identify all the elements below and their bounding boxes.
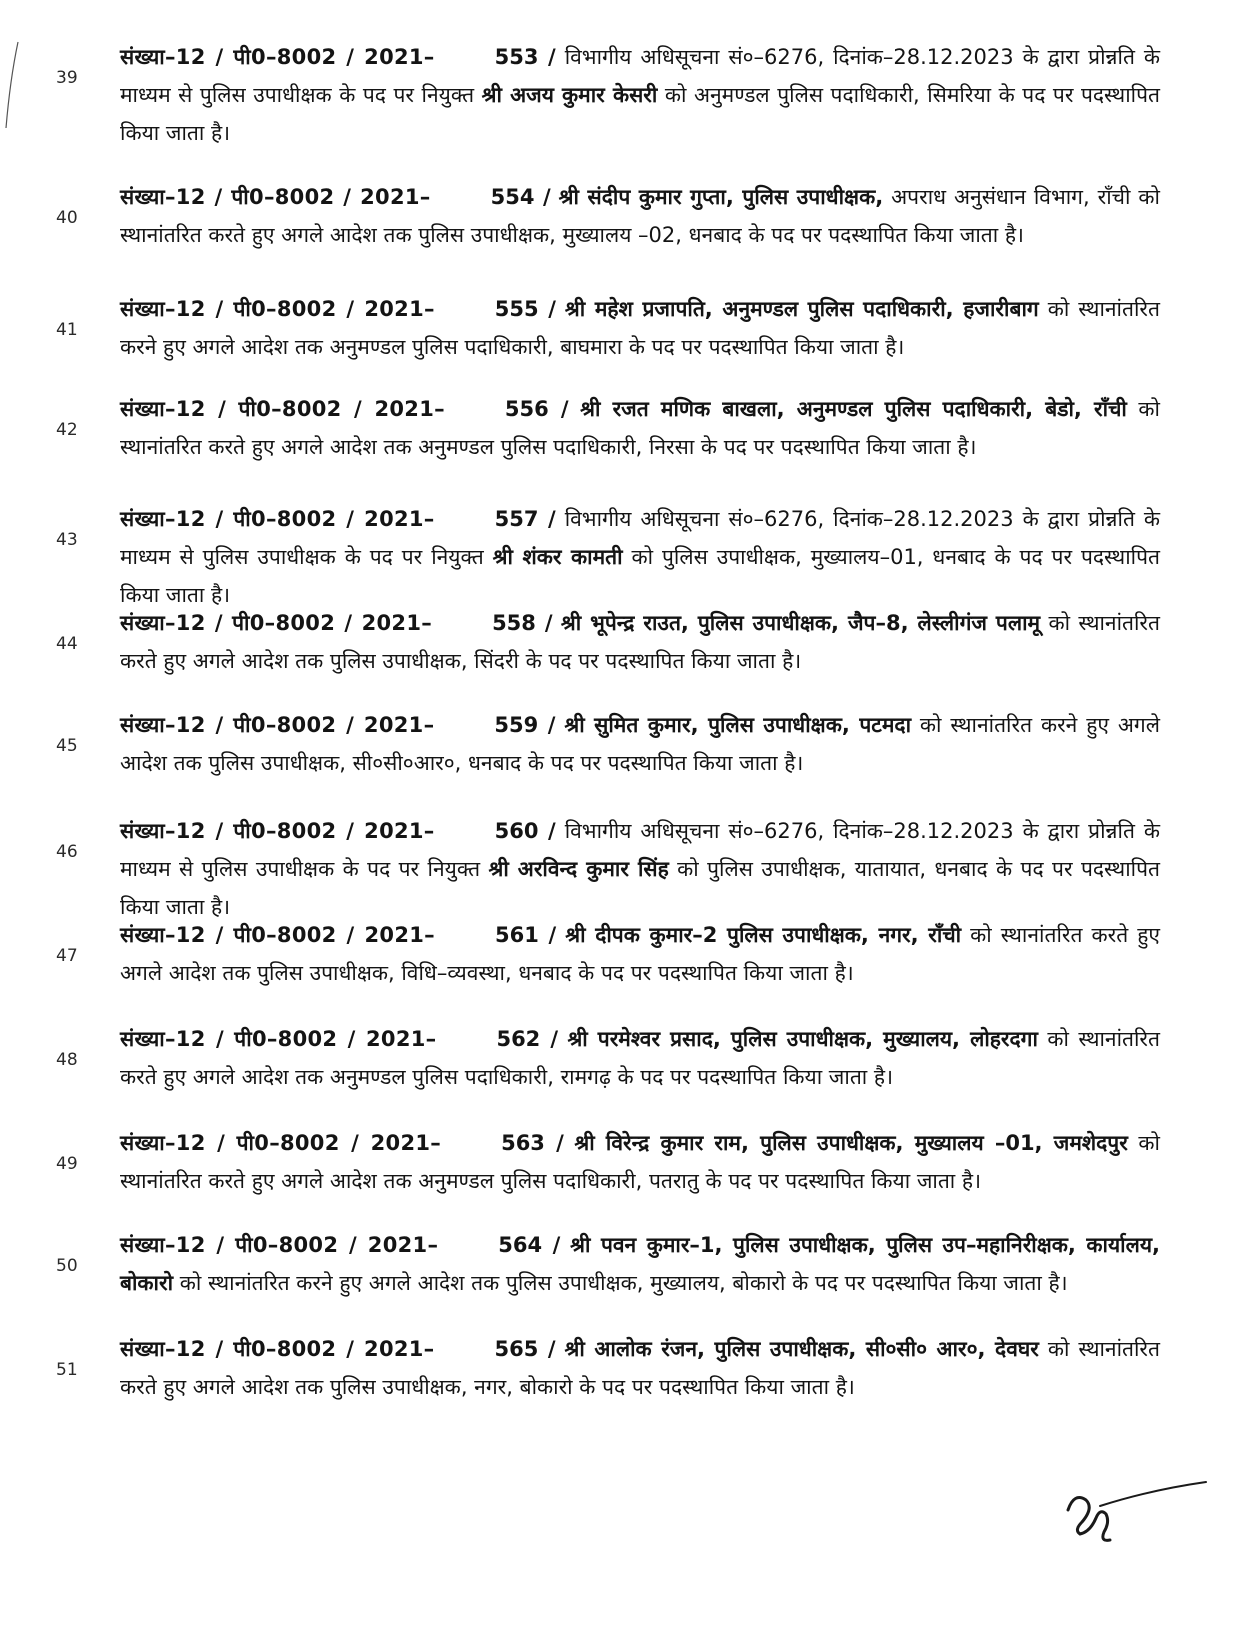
officer-name: श्री आलोक रंजन, पुलिस उपाधीक्षक, सी०सी० आर०, देवघर <box>564 1337 1039 1361</box>
entry-post-text: को स्थानांतरित करते हुए अगले आदेश तक पुलिस उपाधीक्षक, विधि–व्यवस्था, धनबाद के पद पर पदस्थापित किया जाता है। <box>120 923 1160 985</box>
entry-post-text: को अनुमण्डल पुलिस पदाधिकारी, सिमरिया के पद पर पदस्थापित किया जाता है। <box>120 83 1160 145</box>
order-number: 556 / <box>504 397 569 421</box>
entry-post-text: अपराध अनुसंधान विभाग, राँची को स्थानांतरित करते हुए अगले आदेश तक पुलिस उपाधीक्षक, मुख्यालय –02, धनबाद के पद पर पदस्थापित किया जाता है। <box>120 185 1160 247</box>
officer-name: श्री शंकर कामती <box>492 545 623 569</box>
entry-text <box>120 500 1160 614</box>
entry-post-text: को स्थानांतरित करते हुए अगले आदेश तक अनुमण्डल पुलिस पदाधिकारी, निरसा के पद पर पदस्थापित किया जाता है। <box>120 397 1160 459</box>
handwritten-signature <box>1060 1470 1210 1550</box>
order-number: 561 / <box>494 923 557 947</box>
order-number: 555 / <box>494 297 556 321</box>
serial-number: 43 <box>56 530 78 550</box>
serial-number: 46 <box>56 842 78 862</box>
order-number: 559 / <box>494 713 556 737</box>
entry-text <box>120 390 1160 466</box>
officer-name: श्री संदीप कुमार गुप्ता, पुलिस उपाधीक्षक, <box>558 185 884 209</box>
reference-number: संख्या–12 / पी0–8002 / 2021– <box>120 397 445 421</box>
officer-name: श्री अजय कुमार केसरी <box>481 83 658 107</box>
entry-post-text: को स्थानांतरित करते हुए अगले आदेश तक पुलिस उपाधीक्षक, सिंदरी के पद पर पदस्थापित किया जाता है। <box>120 611 1160 673</box>
reference-number: संख्या–12 / पी0–8002 / 2021– <box>120 297 435 321</box>
serial-number: 47 <box>56 946 78 966</box>
entry-text <box>120 812 1160 926</box>
entry-text <box>120 38 1160 152</box>
order-number: 554 / <box>490 185 551 209</box>
officer-name: श्री पवन कुमार–1, पुलिस उपाधीक्षक, पुलिस उप–महानिरीक्षक, कार्यालय, बोकारो <box>120 1233 1160 1295</box>
reference-number: संख्या–12 / पी0–8002 / 2021– <box>120 1233 439 1257</box>
entry-text <box>120 916 1160 992</box>
reference-number: संख्या–12 / पी0–8002 / 2021– <box>120 1337 435 1361</box>
entry-text <box>120 1330 1160 1406</box>
reference-number: संख्या–12 / पी0–8002 / 2021– <box>120 1131 442 1155</box>
order-number: 553 / <box>494 45 556 69</box>
serial-number: 50 <box>56 1256 78 1276</box>
entry-text <box>120 290 1160 366</box>
reference-number: संख्या–12 / पी0–8002 / 2021– <box>120 713 435 737</box>
officer-name: श्री सुमित कुमार, पुलिस उपाधीक्षक, पटमदा <box>564 713 912 737</box>
reference-number: संख्या–12 / पी0–8002 / 2021– <box>120 507 435 531</box>
entry-text <box>120 1124 1160 1200</box>
serial-number: 48 <box>56 1050 78 1070</box>
officer-name: श्री महेश प्रजापति, अनुमण्डल पुलिस पदाधिकारी, हजारीबाग <box>564 297 1039 321</box>
officer-name: श्री भूपेन्द्र राउत, पुलिस उपाधीक्षक, जैप–8, लेस्लीगंज पलामू <box>560 611 1041 635</box>
entry-post-text: को पुलिस उपाधीक्षक, मुख्यालय–01, धनबाद के पद पर पदस्थापित किया जाता है। <box>120 545 1160 607</box>
order-number: 563 / <box>501 1131 564 1155</box>
serial-number: 44 <box>56 634 78 654</box>
officer-name: श्री अरविन्द कुमार सिंह <box>488 857 669 881</box>
margin-pen-stroke <box>2 40 22 130</box>
order-number: 565 / <box>494 1337 556 1361</box>
serial-number: 41 <box>56 320 78 340</box>
serial-number: 45 <box>56 736 78 756</box>
reference-number: संख्या–12 / पी0–8002 / 2021– <box>120 923 435 947</box>
order-number: 560 / <box>494 819 556 843</box>
entry-post-text: को स्थानांतरित करते हुए अगले आदेश तक अनुमण्डल पुलिस पदाधिकारी, पतरातु के पद पर पदस्थापित किया जाता है। <box>120 1131 1160 1193</box>
reference-number: संख्या–12 / पी0–8002 / 2021– <box>120 611 433 635</box>
entry-post-text: को स्थानांतरित करते हुए अगले आदेश तक अनुमण्डल पुलिस पदाधिकारी, रामगढ़ के पद पर पदस्थापित किया जाता है। <box>120 1027 1160 1089</box>
officer-name: श्री परमेश्वर प्रसाद, पुलिस उपाधीक्षक, मुख्यालय, लोहरदगा <box>567 1027 1038 1051</box>
reference-number: संख्या–12 / पी0–8002 / 2021– <box>120 1027 437 1051</box>
entry-post-text: को स्थानांतरित करने हुए अगले आदेश तक पुलिस उपाधीक्षक, मुख्यालय, बोकारो के पद पर पदस्थापित किया जाता है। <box>179 1271 1068 1295</box>
officer-name: श्री विरेन्द्र कुमार राम, पुलिस उपाधीक्षक, मुख्यालय –01, जमशेदपुर <box>574 1131 1128 1155</box>
order-number: 558 / <box>492 611 553 635</box>
entry-text <box>120 1020 1160 1096</box>
entry-post-text: को पुलिस उपाधीक्षक, यातायात, धनबाद के पद पर पदस्थापित किया जाता है। <box>120 857 1160 919</box>
entry-post-text: को स्थानांतरित करते हुए अगले आदेश तक पुलिस उपाधीक्षक, नगर, बोकारो के पद पर पदस्थापित किया जाता है। <box>120 1337 1160 1399</box>
entry-post-text: को स्थानांतरित करने हुए अगले आदेश तक अनुमण्डल पुलिस पदाधिकारी, बाघमारा के पद पर पदस्थापित किया जाता है। <box>120 297 1160 359</box>
reference-number: संख्या–12 / पी0–8002 / 2021– <box>120 185 431 209</box>
serial-number: 40 <box>56 208 78 228</box>
officer-name: श्री रजत मणिक बाखला, अनुमण्डल पुलिस पदाधिकारी, बेडो, राँची <box>580 397 1127 421</box>
entry-text <box>120 178 1160 254</box>
entry-text <box>120 1226 1160 1302</box>
entry-pre-text: विभागीय अधिसूचना सं०–6276, दिनांक–28.12.2023 के द्वारा प्रोन्नति के माध्यम से पुलिस उपाधीक्षक के पद पर नियुक्त <box>120 819 1161 881</box>
entry-pre-text: विभागीय अधिसूचना सं०–6276, दिनांक–28.12.2023 के द्वारा प्रोन्नति के माध्यम से पुलिस उपाधीक्षक के पद पर नियुक्त <box>120 45 1161 107</box>
serial-number: 49 <box>56 1154 78 1174</box>
officer-name: श्री दीपक कुमार–2 पुलिस उपाधीक्षक, नगर, राँची <box>565 923 962 947</box>
serial-number: 39 <box>56 68 78 88</box>
order-number: 557 / <box>494 507 556 531</box>
entry-text <box>120 706 1160 782</box>
order-number: 564 / <box>498 1233 561 1257</box>
entry-text <box>120 604 1160 680</box>
entry-post-text: को स्थानांतरित करने हुए अगले आदेश तक पुलिस उपाधीक्षक, सी०सी०आर०, धनबाद के पद पर पदस्थापित किया जाता है। <box>120 713 1160 775</box>
reference-number: संख्या–12 / पी0–8002 / 2021– <box>120 45 435 69</box>
order-number: 562 / <box>496 1027 559 1051</box>
serial-number: 42 <box>56 420 78 440</box>
reference-number: संख्या–12 / पी0–8002 / 2021– <box>120 819 435 843</box>
entry-pre-text: विभागीय अधिसूचना सं०–6276, दिनांक–28.12.2023 के द्वारा प्रोन्नति के माध्यम से पुलिस उपाधीक्षक के पद पर नियुक्त <box>120 507 1161 569</box>
serial-number: 51 <box>56 1360 78 1380</box>
